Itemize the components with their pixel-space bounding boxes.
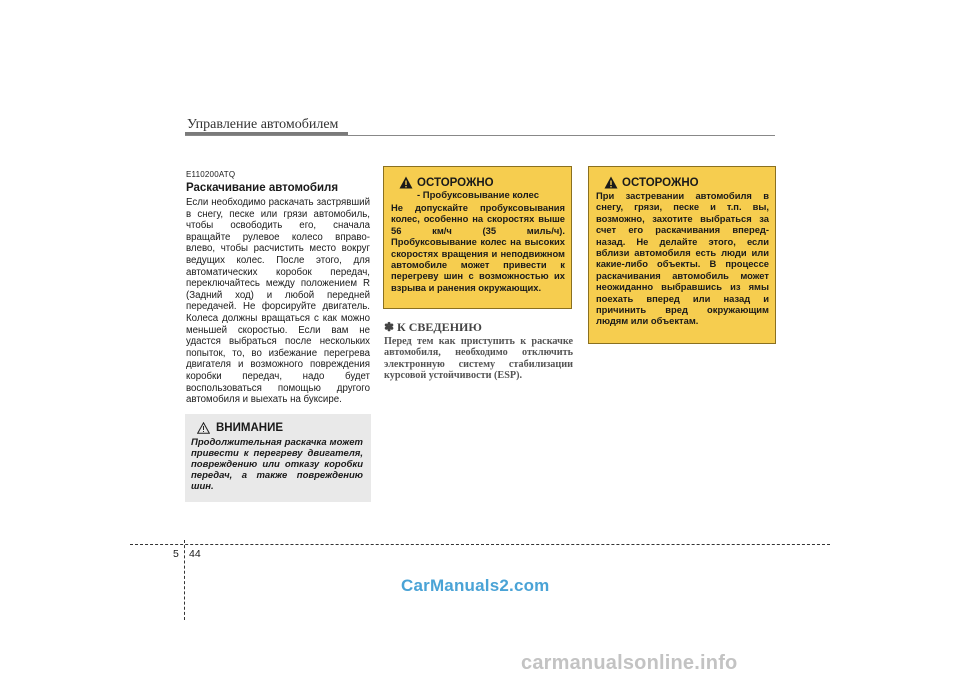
caution-title: ВНИМАНИЕ [216,422,284,434]
warning-box-rocking [588,166,776,344]
section-code: E110200ATQ [186,170,236,179]
note-text: Перед тем как приступить к раскачке автомобиля, необходимо отключить электронную систему стабилизации курсовой устойчивости (ESP). [384,336,573,382]
note-title: ✽ К СВЕДЕНИЮ [384,320,482,334]
caution-box [185,414,371,502]
warning-header [399,176,565,189]
watermark-link-bottom[interactable]: carmanualsonline.info [521,652,738,674]
warning-title: ОСТОРОЖНО [417,176,494,189]
warning-box-wheel-spin [383,166,572,309]
section-body: Если необходимо раскачать застрявший в снегу, песке или грязи автомобиль, чтобы освободить его, сначала вращайте рулевое колесо вправо-влево, чтобы расчистить место вокруг ведущих колес. После этого, для автоматических коробок передач, переключайтесь между положением R (Задний ход) и любой передней передачей. Не форсируйте двигатель. Колеса должны вращаться с как можно меньшей скоростью. Если вам не удастся выбраться после нескольких попыток, то, во избежание перегрева двигателя и возможного повреждения коробки передач, надо будет воспользоваться помощью другого автомобиля и выехать на буксире. [186,197,370,406]
chapter-number: 5 [173,548,179,560]
warning-text: Не допускайте пробуксовывания колес, особенно на скоростях выше 56 км/ч (35 миль/ч). Пробуксовывание колес на высоких скоростях вращения и неподвижном автомобиле может привести к перегреву шин с возможностью их взрыва и ранения окружающих. [391,202,565,293]
warning-title: ОСТОРОЖНО [622,176,699,189]
page-number: 44 [189,548,201,560]
page-header-title: Управление автомобилем [187,117,339,132]
footer-dashed-rule [130,544,830,545]
watermark-link-top[interactable]: CarManuals2.com [401,576,550,595]
warning-triangle-icon [399,176,413,189]
info-note [384,320,573,382]
warning-text: При застревании автомобиля в снегу, грязи, песке и т.п. вы, возможно, захотите выбраться за счет его раскачивания вперед-назад. Не делайте этого, если вблизи автомобиля есть люди или какие-либо объекты. В процессе раскачивания автомобиль может неожиданно выбравшись из ямы поехать вперед или назад и причинить вред окружающим людям или объектам. [596,190,769,327]
caution-header [197,422,371,434]
caution-text: Продолжительная раскачка может привести к перегреву двигателя, повреждению или отказу коробки передач, а также повреждению шин. [191,437,363,492]
warning-header [604,176,769,189]
section-column [186,170,370,406]
warning-subtitle: - Пробуксовывание колес [417,190,539,201]
caution-triangle-icon [197,422,210,434]
footer-dashed-divider [184,540,185,620]
warning-triangle-icon [604,176,618,189]
section-title: Раскачивание автомобиля [186,182,339,194]
header-rule [185,135,775,136]
